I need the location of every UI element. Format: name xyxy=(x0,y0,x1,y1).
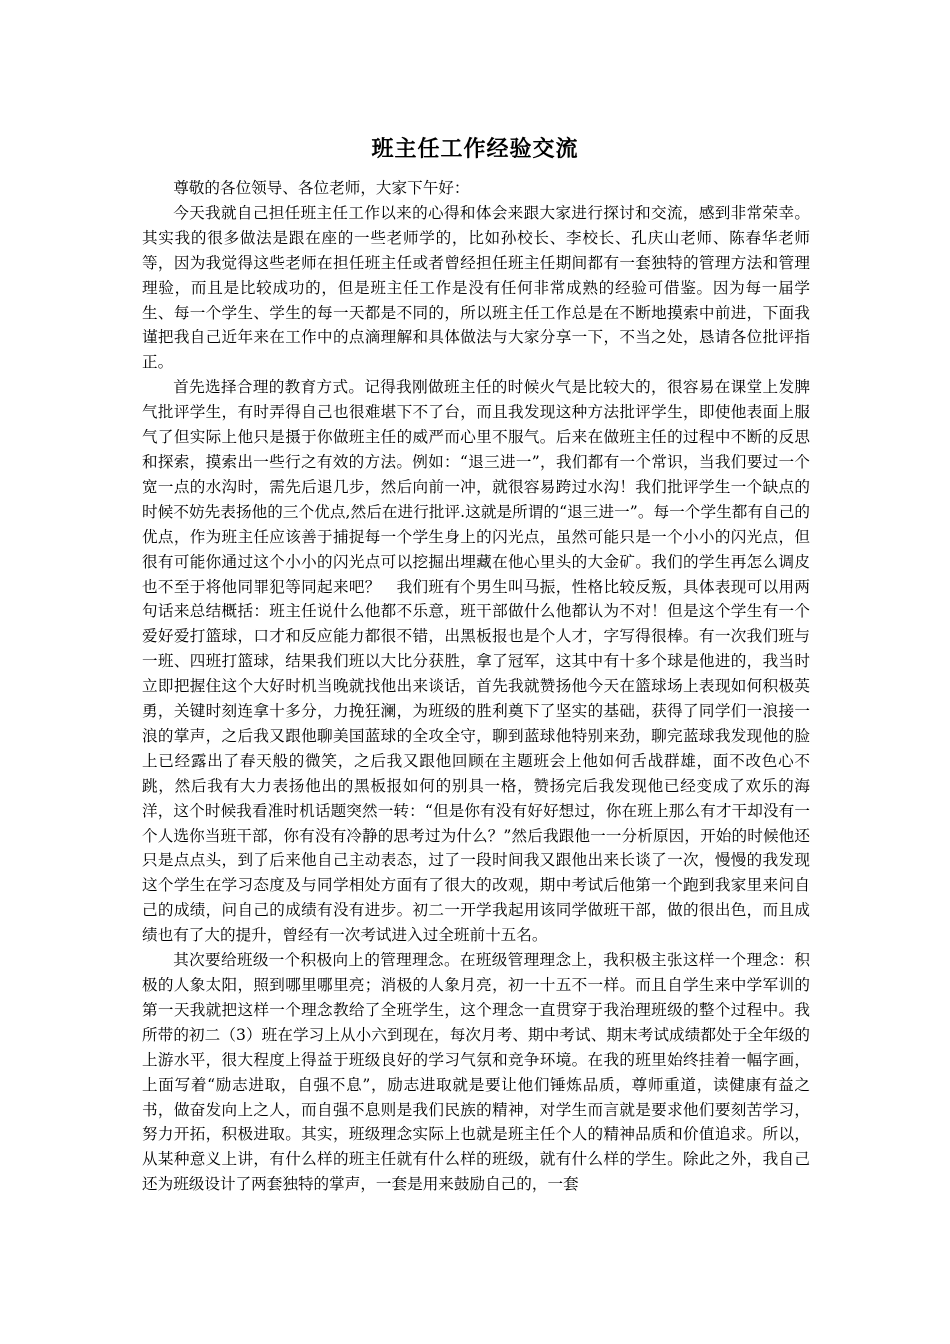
body-paragraph: 首先选择合理的教育方式。记得我刚做班主任的时候火气是比较大的，很容易在课堂上发脾气批评学生，有时弄得自己也很难堪下不了台，而且我发现这种方法批评学生，即使他表面上服气了但实际上他只是摄于你做班主任的威严而心里不服气。后来在做班主任的过程中不断的反思和探索，摸索出一些行之有效的方法。例如：“退三进一”，我们都有一个常识，当我们要过一个宽一点的水沟时，需先后退几步，然后向前一冲，就很容易跨过水沟！我们批评学生一个缺点的时候不妨先表扬他的三个优点,然后在进行批评.这就是所谓的“退三进一”。每一个学生都有自己的优点，作为班主任应该善于捕捉每一个学生身上的闪光点，虽然可能只是一个小小的闪光点，但很有可能你通过这个小小的闪光点可以挖掘出埋藏在他心里头的大金矿。我们的学生再怎么调皮也不至于将他同罪犯等同起来吧？ 我们班有个男生叫马振，性格比较反叛，具体表现可以用两句话来总结概括：班主任说什么他都不乐意，班干部做什么他都认为不对！但是这个学生有一个爱好爱打篮球，口才和反应能力都很不错，出黑板报也是个人才，字写得很棒。有一次我们班与一班、四班打篮球，结果我们班以大比分获胜，拿了冠军，这其中有十多个球是他进的，我当时立即把握住这个大好时机当晚就找他出来谈话，首先我就赞扬他今天在篮球场上表现如何积极英勇，关键时刻连拿十多分，力挽狂澜，为班级的胜利奠下了坚实的基础，获得了同学们一浪接一浪的掌声，之后我又跟他聊美国蓝球的全攻全守，聊到蓝球他特别来劲，聊完蓝球我发现他的脸上已经露出了春天般的微笑，之后我又跟他回顾在主题班会上他如何舌战群雄，面不改色心不跳，然后我有大力表扬他出的黑板报如何的别具一格，赞扬完后我发现他已经变成了欢乐的海洋，这个时候我看准时机话题突然一转：“但是你有没有好好想过，你在班上那么有才干却没有一个人选你当班干部，你有没有冷静的思考过为什么？”然后我跟他一一分析原因，开始的时候他还只是点点头，到了后来他自己主动表态，过了一段时间我又跟他出来长谈了一次，慢慢的我发现这个学生在学习态度及与同学相处方面有了很大的改观，期中考试后他第一个跑到我家里来问自己的成绩，问自己的成绩有没有进步。初二一开学我起用该同学做班干部，做的很出色，而且成绩也有了大的提升，曾经有一次考试进入过全班前十五名。 xyxy=(142,378,810,945)
body-paragraph: 今天我就自己担任班主任工作以来的心得和体会来跟大家进行探讨和交流，感到非常荣幸。其实我的很多做法是跟在座的一些老师学的，比如孙校长、李校长、孔庆山老师、陈春华老师等，因为我觉得这些老师在担任班主任或者曾经担任班主任期间都有一套独特的管理方法和管理理验，而且是比较成功的，但是班主任工作是没有任何非常成熟的经验可借鉴。因为每一届学生、每一个学生、学生的每一天都是不同的，所以班主任工作总是在不断地摸索中前进，下面我谨把我自己近年来在工作中的点滴理解和具体做法与大家分享一下，不当之处，恳请各位批评指正。 xyxy=(142,203,810,372)
document-title: 班主任工作经验交流 xyxy=(371,136,579,162)
greeting-paragraph: 尊敬的各位领导、各位老师，大家下午好： xyxy=(173,179,470,197)
body-paragraph: 其次要给班级一个积极向上的管理理念。在班级管理理念上，我积极主张这样一个理念：积极的人象太阳，照到哪里哪里亮；消极的人象月亮，初一十五不一样。而且自学生来中学军训的第一天我就把这样一个理念教给了全班学生，这个理念一直贯穿于我治理班级的整个过程中。我所带的初二（3）班在学习上从小六到现在，每次月考、期中考试、期末考试成绩都处于全年级的上游水平，很大程度上得益于班级良好的学习气氛和竞争环境。在我的班里始终挂着一幅字画，上面写着“励志进取，自强不息”，励志进取就是要让他们锤炼品质，尊师重道，读健康有益之书，做奋发向上之人，而自强不息则是我们民族的精神，对学生而言就是要求他们要刻苦学习，努力开拓，积极进取。其实，班级理念实际上也就是班主任个人的精神品质和价值追求。所以，从某种意义上讲，有什么样的班主任就有什么样的班级，就有什么样的学生。除此之外，我自己还为班级设计了两套独特的掌声，一套是用来鼓励自己的，一套 xyxy=(142,951,810,1194)
document-body xyxy=(142,176,810,1197)
